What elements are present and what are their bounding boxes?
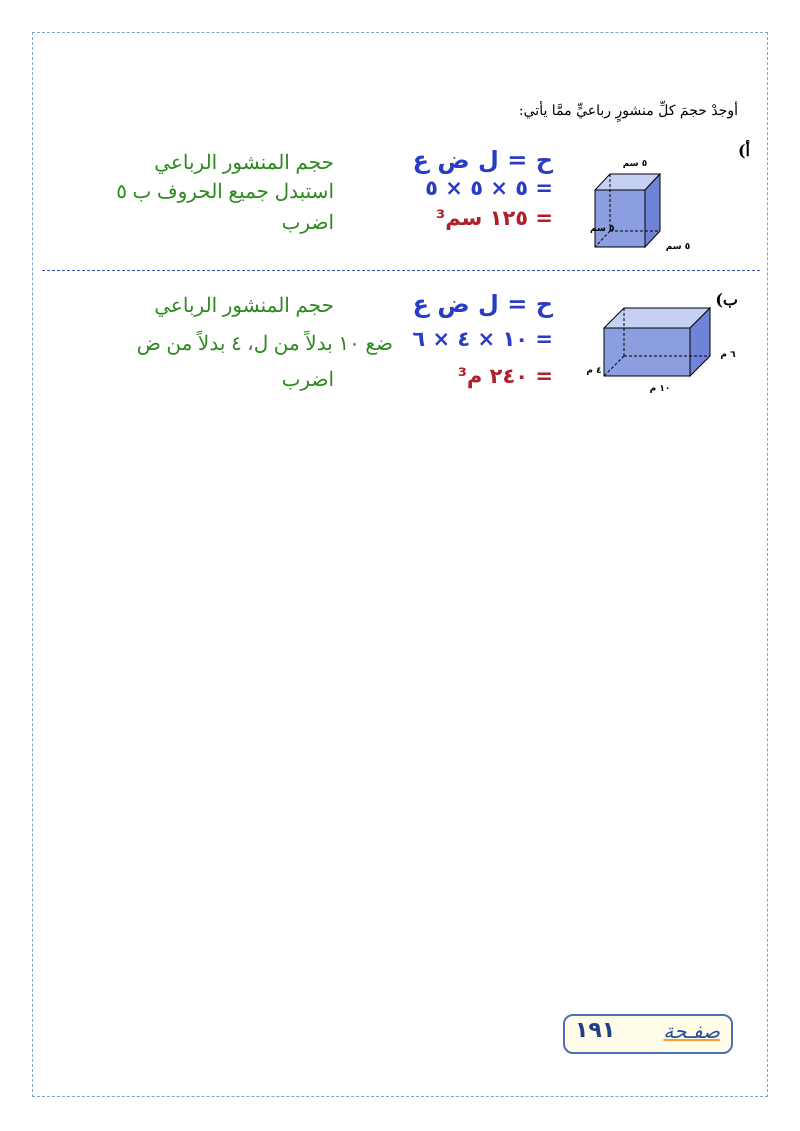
prism-dim-length: ١٠ م [649,384,671,394]
problem-a-explanation-1: حجم المنشور الرباعي [154,152,334,174]
section-divider [42,270,760,271]
rectangular-prism-figure [560,300,740,395]
problem-b-label: ب) [715,290,738,309]
page-number: ١٩١ [575,1018,616,1043]
cube-dim-left: ٥ سم [590,224,615,234]
instruction-text: أوجدْ حجمَ كلِّ منشورٍ رباعيٍّ ممَّا يأتي: [518,103,738,119]
problem-a-result: = ١٢٥ سم³ [435,206,553,230]
problem-b-explanation-2: ضع ١٠ بدلاً من ل، ٤ بدلاً من ض [136,333,393,355]
problem-a-substitution: = ٥ × ٥ × ٥ [425,176,553,200]
problem-b-explanation-1: حجم المنشور الرباعي [154,295,334,317]
problem-b-substitution: = ١٠ × ٤ × ٦ [412,327,553,351]
problem-a-formula: ح = ل ض ع [412,146,553,174]
problem-b-explanation-3: اضرب [281,369,334,391]
problem-b-formula: ح = ل ض ع [412,290,553,318]
problem-a-label: أ) [737,141,750,160]
page-word: صفـحة [663,1019,720,1043]
cube-dim-bottom: ٥ سم [665,242,691,252]
prism-dim-height: ٦ م [720,350,736,360]
problem-b-result: = ٢٤٠ م³ [457,364,553,388]
problem-a-explanation-2: استبدل جميع الحروف ب ٥ [116,181,334,203]
problem-a-explanation-3: اضرب [281,212,334,234]
cube-figure [560,152,710,254]
cube-dim-top: ٥ سم [622,159,648,169]
prism-dim-width: ٤ م [586,366,602,376]
